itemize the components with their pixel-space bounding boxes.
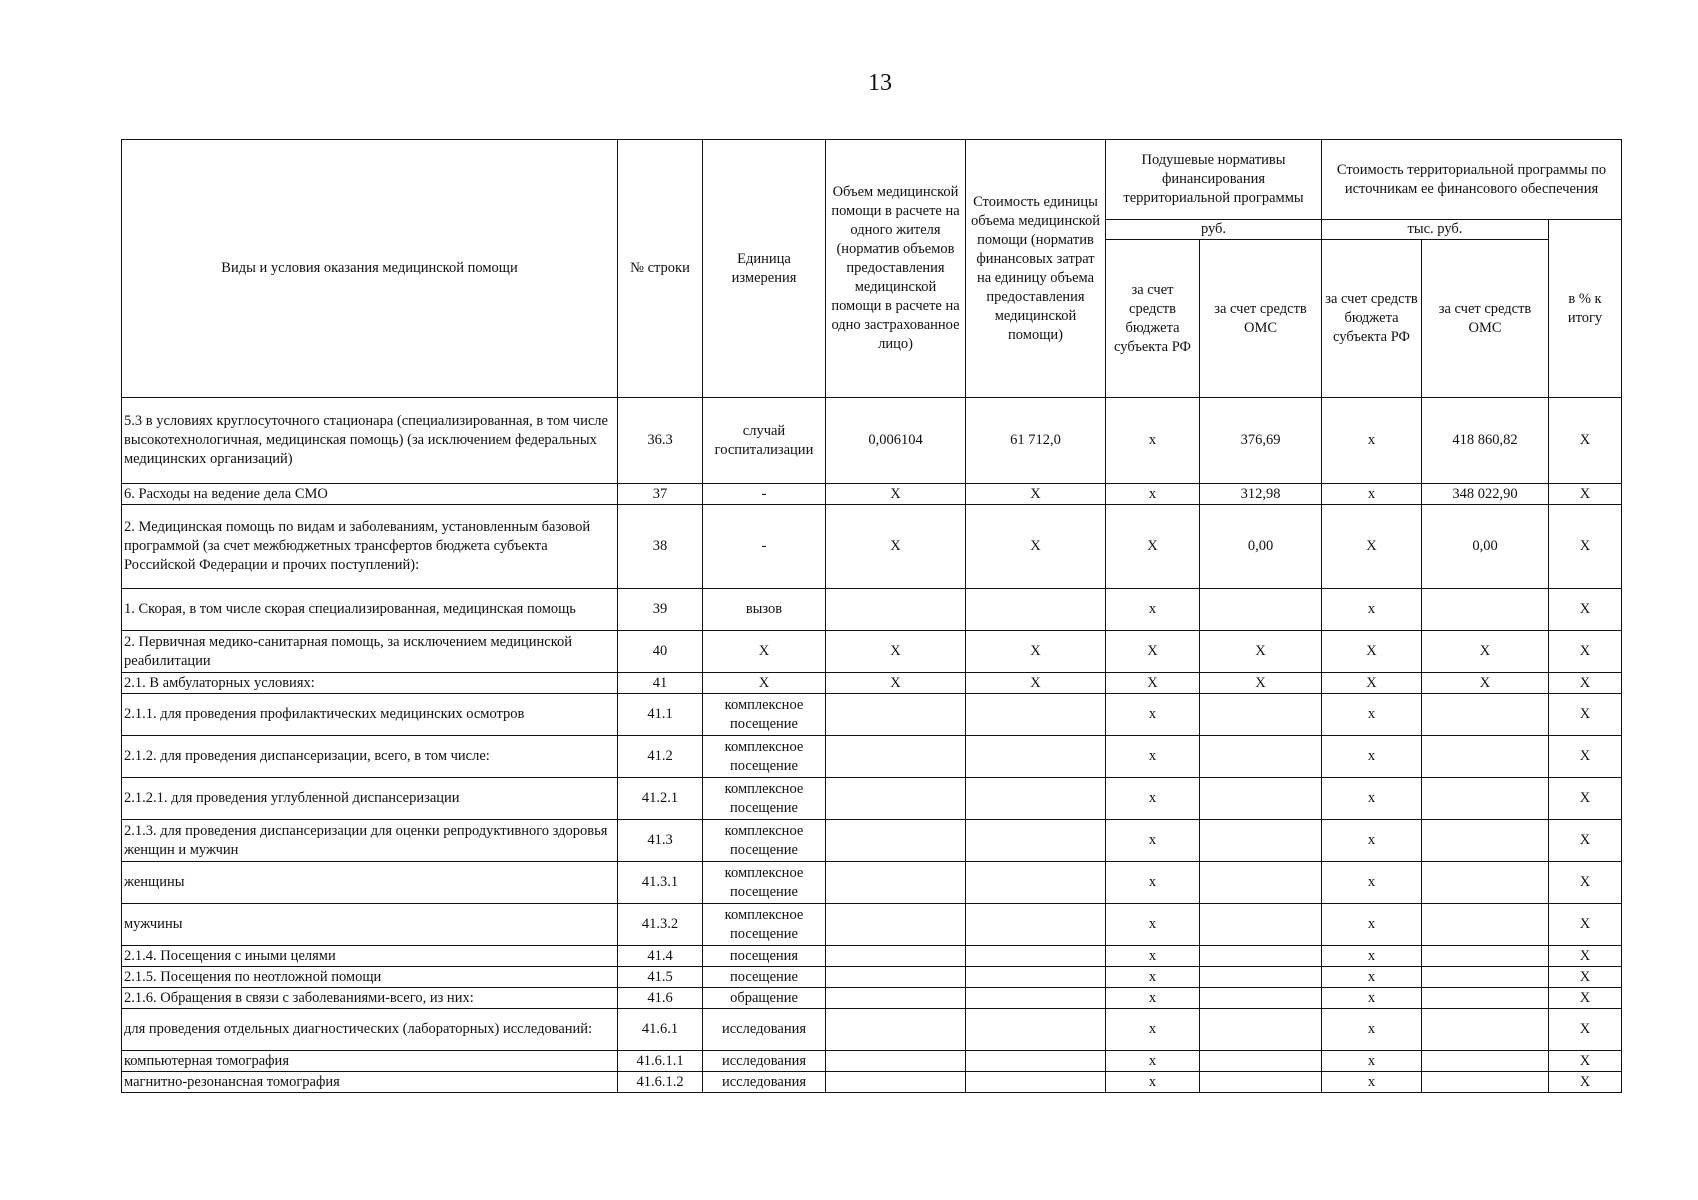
table-row [122, 673, 1622, 694]
cell-percapita-budget: x [1106, 1009, 1200, 1051]
cell-volume [826, 736, 966, 778]
cell-unit: посещения [703, 946, 826, 967]
cell-percapita-budget: x [1106, 1072, 1200, 1093]
cell-cost-budget: x [1322, 589, 1422, 631]
cell-cost-budget: x [1322, 1072, 1422, 1093]
cell-percapita-oms [1200, 988, 1322, 1009]
header-cost-group: Стоимость территориальной программы по источникам ее финансового обеспечения [1322, 140, 1622, 220]
cell-unit: комплексное посещение [703, 820, 826, 862]
cell-cost-budget: x [1322, 946, 1422, 967]
cell-row-number: 37 [618, 484, 703, 505]
table-row [122, 946, 1622, 967]
cell-unit-cost: X [966, 673, 1106, 694]
cell-unit-cost [966, 694, 1106, 736]
cell-cost-oms [1422, 778, 1549, 820]
cell-percapita-budget: x [1106, 967, 1200, 988]
header-unit: Единица измерения [703, 140, 826, 398]
cell-unit-cost [966, 1072, 1106, 1093]
cell-percent: X [1549, 736, 1622, 778]
cell-cost-budget: X [1322, 631, 1422, 673]
cell-percapita-oms [1200, 694, 1322, 736]
cell-name: 1. Скорая, в том числе скорая специализированная, медицинская помощь [122, 589, 618, 631]
cell-percapita-oms [1200, 904, 1322, 946]
cell-row-number: 41.6.1 [618, 1009, 703, 1051]
cell-volume [826, 694, 966, 736]
cell-volume [826, 904, 966, 946]
cell-name: женщины [122, 862, 618, 904]
cell-cost-budget: X [1322, 673, 1422, 694]
table-row [122, 484, 1622, 505]
table-row [122, 736, 1622, 778]
cell-volume: X [826, 673, 966, 694]
cell-unit-cost [966, 904, 1106, 946]
cell-cost-oms [1422, 988, 1549, 1009]
cell-percapita-budget: X [1106, 505, 1200, 589]
cell-volume [826, 946, 966, 967]
cell-unit: - [703, 505, 826, 589]
cell-unit: исследования [703, 1051, 826, 1072]
header-volume: Объем медицинской помощи в расчете на одного жителя (норматив объемов предоставления медицинской помощи в расчете на одно застрахованное лицо) [826, 140, 966, 398]
cell-name: 2.1.2. для проведения диспансеризации, всего, в том числе: [122, 736, 618, 778]
cell-cost-budget: X [1322, 505, 1422, 589]
cell-name: 2. Первичная медико-санитарная помощь, за исключением медицинской реабилитации [122, 631, 618, 673]
cell-unit-cost [966, 967, 1106, 988]
header-row-number: № строки [618, 140, 703, 398]
cell-unit-cost [966, 820, 1106, 862]
cell-percapita-oms: X [1200, 631, 1322, 673]
cell-percent: X [1549, 1051, 1622, 1072]
cell-cost-oms [1422, 967, 1549, 988]
table-row [122, 904, 1622, 946]
cell-volume [826, 1072, 966, 1093]
cell-unit: комплексное посещение [703, 694, 826, 736]
table-row [122, 589, 1622, 631]
cell-cost-oms [1422, 589, 1549, 631]
cell-percent: X [1549, 778, 1622, 820]
cell-percent: X [1549, 694, 1622, 736]
cell-row-number: 41.3.1 [618, 862, 703, 904]
cell-cost-oms: 348 022,90 [1422, 484, 1549, 505]
cell-percent: X [1549, 484, 1622, 505]
table-row [122, 505, 1622, 589]
cell-percapita-oms [1200, 589, 1322, 631]
header-percapita-oms: за счет средств ОМС [1200, 240, 1322, 398]
cell-cost-budget: x [1322, 694, 1422, 736]
cell-volume [826, 967, 966, 988]
cell-unit: X [703, 631, 826, 673]
cell-unit: комплексное посещение [703, 736, 826, 778]
cell-cost-budget: x [1322, 1051, 1422, 1072]
cell-row-number: 41.1 [618, 694, 703, 736]
page-number: 13 [868, 70, 892, 96]
cell-cost-budget: x [1322, 988, 1422, 1009]
cell-percapita-oms [1200, 820, 1322, 862]
cell-name: 2.1.2.1. для проведения углубленной диспансеризации [122, 778, 618, 820]
cell-volume: X [826, 631, 966, 673]
cell-percapita-oms: X [1200, 673, 1322, 694]
cell-cost-oms [1422, 820, 1549, 862]
header-percapita-budget: за счет средств бюджета субъекта РФ [1106, 240, 1200, 398]
cell-cost-oms [1422, 904, 1549, 946]
table-row [122, 631, 1622, 673]
cell-percapita-oms: 312,98 [1200, 484, 1322, 505]
cell-volume [826, 862, 966, 904]
cell-volume: X [826, 505, 966, 589]
cell-row-number: 36.3 [618, 398, 703, 484]
cell-percapita-budget: x [1106, 736, 1200, 778]
cell-row-number: 40 [618, 631, 703, 673]
cell-row-number: 41.6.1.2 [618, 1072, 703, 1093]
cell-percent: X [1549, 820, 1622, 862]
cell-unit-cost: X [966, 484, 1106, 505]
cell-name: магнитно-резонансная томография [122, 1072, 618, 1093]
cell-volume [826, 820, 966, 862]
header-percapita-group: Подушевые нормативы финансирования территориальной программы [1106, 140, 1322, 220]
cell-percapita-oms: 376,69 [1200, 398, 1322, 484]
cell-percapita-budget: x [1106, 589, 1200, 631]
table-row [122, 398, 1622, 484]
cell-volume [826, 778, 966, 820]
cell-percent: X [1549, 1072, 1622, 1093]
cell-cost-oms: X [1422, 631, 1549, 673]
cell-row-number: 39 [618, 589, 703, 631]
cell-volume [826, 589, 966, 631]
cell-name: 2.1. В амбулаторных условиях: [122, 673, 618, 694]
cell-row-number: 41.6.1.1 [618, 1051, 703, 1072]
cell-percapita-oms [1200, 1051, 1322, 1072]
cell-unit: вызов [703, 589, 826, 631]
cell-name: 2.1.1. для проведения профилактических медицинских осмотров [122, 694, 618, 736]
table-row [122, 1009, 1622, 1051]
cell-unit: обращение [703, 988, 826, 1009]
cell-row-number: 38 [618, 505, 703, 589]
cell-cost-budget: x [1322, 778, 1422, 820]
cell-cost-oms: 0,00 [1422, 505, 1549, 589]
cell-cost-oms: X [1422, 673, 1549, 694]
cell-percapita-budget: x [1106, 862, 1200, 904]
cell-unit-cost [966, 736, 1106, 778]
cell-unit-cost [966, 988, 1106, 1009]
cell-row-number: 41.6 [618, 988, 703, 1009]
header-cost-budget: за счет средств бюджета субъекта РФ [1322, 240, 1422, 398]
table-row [122, 988, 1622, 1009]
cell-percent: X [1549, 398, 1622, 484]
cell-name: 2.1.6. Обращения в связи с заболеваниями-всего, из них: [122, 988, 618, 1009]
cell-percapita-budget: X [1106, 673, 1200, 694]
cell-name: 2.1.5. Посещения по неотложной помощи [122, 967, 618, 988]
cell-unit: комплексное посещение [703, 778, 826, 820]
cell-cost-oms [1422, 736, 1549, 778]
cell-unit: комплексное посещение [703, 862, 826, 904]
table-row [122, 967, 1622, 988]
table-row [122, 778, 1622, 820]
cell-row-number: 41.2.1 [618, 778, 703, 820]
cell-percent: X [1549, 988, 1622, 1009]
cell-percent: X [1549, 505, 1622, 589]
cell-percent: X [1549, 589, 1622, 631]
cell-row-number: 41.4 [618, 946, 703, 967]
cell-percent: X [1549, 1009, 1622, 1051]
cell-percapita-oms [1200, 778, 1322, 820]
cell-cost-oms [1422, 1009, 1549, 1051]
cell-unit: посещение [703, 967, 826, 988]
cell-cost-budget: x [1322, 398, 1422, 484]
cell-volume [826, 1009, 966, 1051]
cell-name: 2. Медицинская помощь по видам и заболеваниям, установленным базовой программой (за счет межбюджетных трансфертов бюджета субъекта Российской Федерации и прочих поступлений): [122, 505, 618, 589]
cell-unit-cost: X [966, 505, 1106, 589]
cell-row-number: 41.3 [618, 820, 703, 862]
table-header [122, 140, 1622, 398]
table-row [122, 694, 1622, 736]
cell-unit-cost: 61 712,0 [966, 398, 1106, 484]
cell-row-number: 41 [618, 673, 703, 694]
cell-cost-budget: x [1322, 904, 1422, 946]
table-row [122, 862, 1622, 904]
cell-cost-oms [1422, 946, 1549, 967]
cell-percapita-budget: X [1106, 631, 1200, 673]
cell-unit: комплексное посещение [703, 904, 826, 946]
cell-unit: исследования [703, 1072, 826, 1093]
cell-name: 2.1.4. Посещения с иными целями [122, 946, 618, 967]
cell-percent: X [1549, 862, 1622, 904]
header-unit-thous-rub: тыс. руб. [1322, 220, 1549, 240]
cell-percapita-oms [1200, 736, 1322, 778]
cell-volume [826, 1051, 966, 1072]
cell-unit-cost: X [966, 631, 1106, 673]
cell-percapita-oms: 0,00 [1200, 505, 1322, 589]
cell-cost-budget: x [1322, 820, 1422, 862]
cell-cost-budget: x [1322, 484, 1422, 505]
cell-percapita-budget: x [1106, 398, 1200, 484]
cell-percapita-budget: x [1106, 946, 1200, 967]
cell-unit-cost [966, 778, 1106, 820]
cell-cost-budget: x [1322, 967, 1422, 988]
cell-percapita-oms [1200, 946, 1322, 967]
table-row [122, 1051, 1622, 1072]
cell-cost-budget: x [1322, 862, 1422, 904]
cell-name: мужчины [122, 904, 618, 946]
cell-row-number: 41.2 [618, 736, 703, 778]
cell-cost-oms [1422, 1051, 1549, 1072]
cell-percapita-budget: x [1106, 484, 1200, 505]
header-cost-oms: за счет средств ОМС [1422, 240, 1549, 398]
program-cost-table [121, 139, 1622, 1093]
header-type: Виды и условия оказания медицинской помощи [122, 140, 618, 398]
cell-percapita-budget: x [1106, 1051, 1200, 1072]
cell-percent: X [1549, 673, 1622, 694]
cell-unit: - [703, 484, 826, 505]
table-row [122, 820, 1622, 862]
cell-volume: X [826, 484, 966, 505]
cell-cost-oms: 418 860,82 [1422, 398, 1549, 484]
header-unit-cost: Стоимость единицы объема медицинской помощи (норматив финансовых затрат на единицу объема предоставления медицинской помощи) [966, 140, 1106, 398]
cell-name: для проведения отдельных диагностических (лабораторных) исследований: [122, 1009, 618, 1051]
cell-unit: X [703, 673, 826, 694]
header-percent: в % к итогу [1549, 220, 1622, 398]
header-unit-rub: руб. [1106, 220, 1322, 240]
cell-cost-budget: x [1322, 736, 1422, 778]
cell-percapita-oms [1200, 967, 1322, 988]
cell-percent: X [1549, 946, 1622, 967]
cell-cost-budget: x [1322, 1009, 1422, 1051]
cell-volume: 0,006104 [826, 398, 966, 484]
cell-percent: X [1549, 904, 1622, 946]
cell-cost-oms [1422, 862, 1549, 904]
cell-percapita-budget: x [1106, 778, 1200, 820]
cell-percapita-budget: x [1106, 820, 1200, 862]
cell-unit-cost [966, 1009, 1106, 1051]
cell-row-number: 41.5 [618, 967, 703, 988]
cell-volume [826, 988, 966, 1009]
cell-percapita-budget: x [1106, 694, 1200, 736]
cell-cost-oms [1422, 694, 1549, 736]
cell-percent: X [1549, 967, 1622, 988]
cell-percapita-oms [1200, 862, 1322, 904]
cell-name: компьютерная томография [122, 1051, 618, 1072]
cell-percapita-oms [1200, 1009, 1322, 1051]
cell-row-number: 41.3.2 [618, 904, 703, 946]
cell-cost-oms [1422, 1072, 1549, 1093]
cell-unit-cost [966, 862, 1106, 904]
cell-percapita-budget: x [1106, 988, 1200, 1009]
cell-unit-cost [966, 1051, 1106, 1072]
cell-unit: исследования [703, 1009, 826, 1051]
cell-name: 5.3 в условиях круглосуточного стационара (специализированная, в том числе высокотехнологичная, медицинская помощь) (за исключением федеральных медицинских организаций) [122, 398, 618, 484]
table-body [122, 398, 1622, 1093]
cell-percapita-budget: x [1106, 904, 1200, 946]
cell-unit-cost [966, 589, 1106, 631]
cell-unit: случай госпитализации [703, 398, 826, 484]
cell-percapita-oms [1200, 1072, 1322, 1093]
table-row [122, 1072, 1622, 1093]
cell-name: 6. Расходы на ведение дела СМО [122, 484, 618, 505]
cell-percent: X [1549, 631, 1622, 673]
cell-unit-cost [966, 946, 1106, 967]
cell-name: 2.1.3. для проведения диспансеризации для оценки репродуктивного здоровья женщин и мужчин [122, 820, 618, 862]
